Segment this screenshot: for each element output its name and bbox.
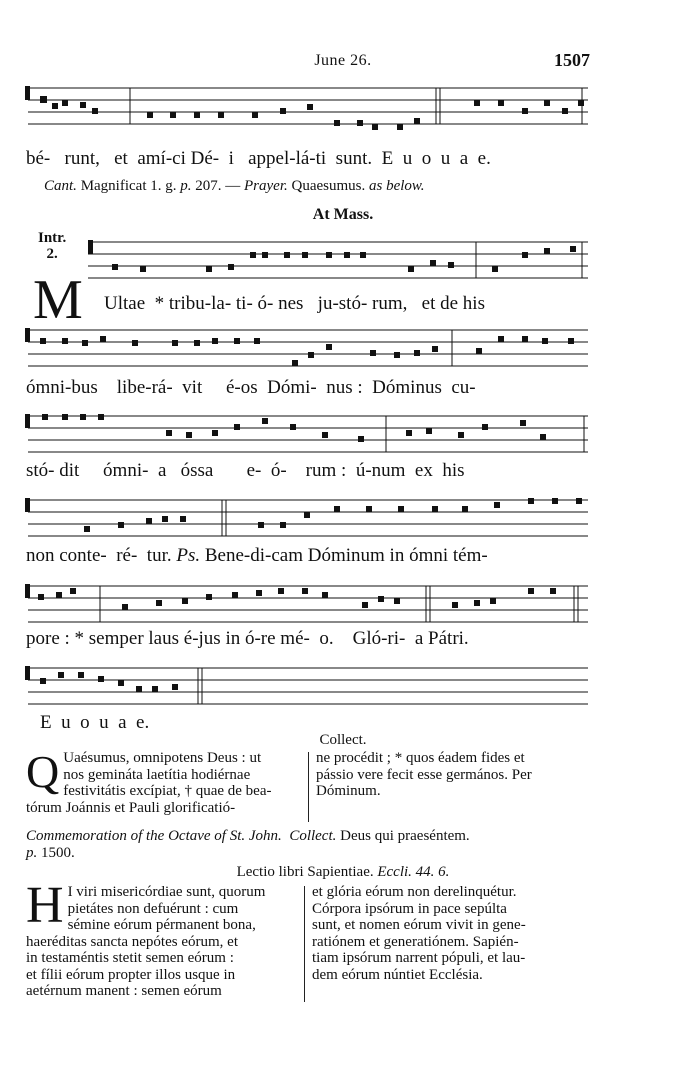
lectio-right-line-4: ratiónem et generatiónem. Sapién-: [312, 933, 519, 950]
collect-left-line-3: festivitátis excípiat, † quae de bea-: [63, 783, 272, 799]
chant-staff-2: [88, 232, 588, 288]
rubric-p: p.: [180, 178, 192, 194]
lectio-initial: H: [26, 877, 64, 934]
lectio-left-line-3: sémine eórum pérmanent bona,: [67, 917, 256, 933]
commemoration-label: Commemoration: [26, 828, 127, 844]
lectio-left-line-5: in testaméntis stetit semen eórum :: [26, 950, 234, 966]
chant-lyrics-6: pore : * semper laus é-jus in ó-re mé- o. Gló-ri- a Pátri.: [26, 628, 469, 649]
collect-left-line-4: tórum Joánnis et Pauli glorificatió-: [26, 799, 236, 816]
rubric-as-below: as below.: [369, 178, 425, 194]
lectio-left-column: [26, 877, 300, 1000]
commemoration-deus: Deus qui praeséntem.: [336, 828, 470, 844]
lectio-left-line-4: haeréditas sancta nepótes eórum, et: [26, 933, 238, 950]
collect-right-line-3: Dóminum.: [316, 783, 381, 799]
chant-staff-6: [22, 578, 588, 628]
lectio-left-line-2: pietátes non defuérunt : cum: [67, 900, 239, 917]
collect-right-column: [316, 750, 596, 800]
chant-lyrics-4: stó- dit ómni- a óssa e- ó- rum : ú-num ex his: [26, 460, 465, 481]
commemoration-of: of the Octave of St. John.: [126, 828, 282, 844]
lectio-right-line-5: tiam ipsórum narrent pópuli, et lau-: [312, 950, 526, 966]
chant-staff-3: [22, 322, 588, 372]
chant-staff-4: [22, 408, 588, 458]
chant-lyrics-5-pre: non conte- ré- tur.: [26, 545, 177, 566]
collect-column-divider: [308, 752, 309, 822]
chant-staff-5: [22, 492, 588, 542]
initial-letter-m: M: [33, 269, 83, 331]
lectio-left-line-1: I viri misericórdiae sunt, quorum: [67, 884, 266, 900]
commemoration-collect: Collect.: [289, 828, 337, 844]
collect-left-line-2: nos gemináta laetítia hodiérnae: [63, 766, 251, 783]
collect-right-line-2: pássio vere fecit esse germános. Per: [316, 766, 532, 783]
introit-label-text: Intr.: [38, 230, 67, 246]
rubric-prayer: Prayer.: [244, 178, 288, 194]
chant-staff-7: [22, 660, 588, 710]
lectio-right-line-3: sunt, et nomen eórum vivit in gene-: [312, 917, 526, 933]
chant-lyrics-5: [26, 545, 488, 567]
commemoration-page: 1500.: [37, 845, 75, 861]
commemoration-p: p.: [26, 845, 38, 861]
lectio-reference: Eccli. 44. 6.: [377, 864, 450, 880]
page-date: June 26.: [314, 52, 372, 69]
collect-heading: Collect.: [319, 732, 367, 748]
chant-lyrics-3: ómni-bus libe-rá- vit é-os Dómi- nus : Dóminus cu-: [26, 377, 476, 398]
chant-lyrics-1: bé- runt, et amí-ci Dé- i appel-lá-ti sunt. E u o u a e.: [26, 148, 491, 169]
lectio-right-column: [312, 884, 592, 983]
commemoration-rubric: [26, 828, 592, 862]
rubric-quaesumus: Quaesumus.: [287, 178, 369, 194]
collect-left-line-1: Uaésumus, omnipotens Deus : ut: [63, 750, 262, 766]
rubric-magnificat: [44, 178, 425, 195]
at-mass-heading: At Mass.: [312, 206, 374, 223]
introit-mode: 2.: [46, 246, 58, 262]
rubric-magnificat-text: Magnificat 1. g.: [76, 178, 181, 194]
chant-staff-1: [22, 80, 588, 140]
lectio-left-line-6: et fílii eórum propter illos usque in: [26, 966, 236, 983]
lectio-column-divider: [304, 886, 305, 1002]
lectio-heading: [0, 864, 686, 881]
page-number: 1507: [554, 50, 590, 70]
collect-initial: Q: [26, 746, 60, 797]
collect-right-line-1: ne procédit ; * quos éadem fides et: [316, 750, 525, 766]
lectio-left-line-7: aetérnum manent : semen eórum: [26, 983, 222, 999]
collect-left-column: [26, 746, 308, 816]
chant-lyrics-5-post: Bene-di-cam Dóminum in ómni tém-: [200, 545, 488, 566]
introit-label: [38, 230, 66, 262]
lectio-right-line-2: Córpora ipsórum in pace sepúlta: [312, 900, 507, 917]
rubric-cant: Cant.: [44, 178, 77, 194]
lectio-title: Lectio libri Sapientiae.: [236, 864, 378, 880]
chant-lyrics-2: Ultae * tribu-la- ti- ó- nes ju-stó- rum, et de his: [104, 293, 485, 314]
chant-lyrics-7: E u o u a e.: [40, 712, 150, 733]
lectio-right-line-1: et glória eórum non derelinquétur.: [312, 884, 517, 900]
rubric-page: 207. —: [191, 178, 244, 194]
lectio-right-line-6: dem eórum núntiet Ecclésia.: [312, 966, 483, 983]
psalm-marker: Ps.: [176, 545, 201, 566]
